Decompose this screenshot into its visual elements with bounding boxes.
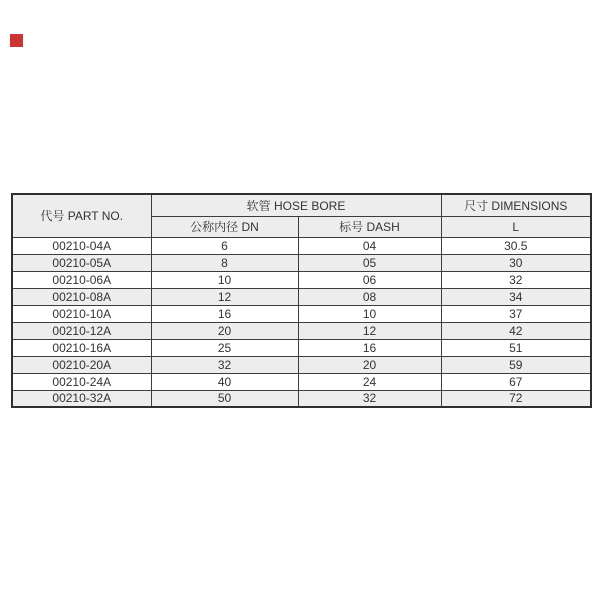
red-square-mark — [10, 34, 23, 47]
table-row — [12, 322, 591, 339]
table-row — [12, 373, 591, 390]
cell-l: 30 — [441, 254, 591, 271]
col-group-header-dimensions: 尺寸 DIMENSIONS — [441, 194, 591, 216]
table-row — [12, 288, 591, 305]
cell-dash: 12 — [298, 322, 441, 339]
cell-dn: 25 — [151, 339, 298, 356]
cell-dash: 08 — [298, 288, 441, 305]
col-header-dn: 公称内径 DN — [151, 216, 298, 237]
cell-part-no: 00210-20A — [12, 356, 151, 373]
cell-part-no: 00210-06A — [12, 271, 151, 288]
cell-part-no: 00210-05A — [12, 254, 151, 271]
cell-l: 34 — [441, 288, 591, 305]
spec-table-body — [12, 237, 591, 407]
cell-l: 51 — [441, 339, 591, 356]
table-row — [12, 254, 591, 271]
col-group-header-hose-bore: 软管 HOSE BORE — [151, 194, 441, 216]
cell-l: 42 — [441, 322, 591, 339]
cell-dn: 12 — [151, 288, 298, 305]
table-row — [12, 237, 591, 254]
cell-dn: 6 — [151, 237, 298, 254]
table-row — [12, 390, 591, 407]
cell-dash: 04 — [298, 237, 441, 254]
col-header-part-no: 代号 PART NO. — [12, 194, 151, 237]
table-row — [12, 271, 591, 288]
cell-part-no: 00210-16A — [12, 339, 151, 356]
cell-dn: 50 — [151, 390, 298, 407]
cell-l: 59 — [441, 356, 591, 373]
cell-dn: 8 — [151, 254, 298, 271]
cell-part-no: 00210-10A — [12, 305, 151, 322]
cell-l: 32 — [441, 271, 591, 288]
table-row — [12, 305, 591, 322]
cell-part-no: 00210-32A — [12, 390, 151, 407]
cell-l: 72 — [441, 390, 591, 407]
cell-dash: 32 — [298, 390, 441, 407]
table-row — [12, 339, 591, 356]
col-header-dash: 标号 DASH — [298, 216, 441, 237]
cell-dn: 32 — [151, 356, 298, 373]
cell-dn: 20 — [151, 322, 298, 339]
cell-part-no: 00210-08A — [12, 288, 151, 305]
cell-dash: 10 — [298, 305, 441, 322]
cell-l: 37 — [441, 305, 591, 322]
table-row — [12, 356, 591, 373]
cell-dash: 16 — [298, 339, 441, 356]
cell-dn: 40 — [151, 373, 298, 390]
cell-dash: 06 — [298, 271, 441, 288]
cell-dash: 20 — [298, 356, 441, 373]
cell-dn: 10 — [151, 271, 298, 288]
cell-part-no: 00210-04A — [12, 237, 151, 254]
col-header-l: L — [441, 216, 591, 237]
cell-part-no: 00210-24A — [12, 373, 151, 390]
spec-table-header — [12, 194, 591, 237]
cell-l: 30.5 — [441, 237, 591, 254]
cell-dash: 05 — [298, 254, 441, 271]
cell-dn: 16 — [151, 305, 298, 322]
cell-part-no: 00210-12A — [12, 322, 151, 339]
cell-dash: 24 — [298, 373, 441, 390]
spec-table — [11, 193, 592, 408]
cell-l: 67 — [441, 373, 591, 390]
